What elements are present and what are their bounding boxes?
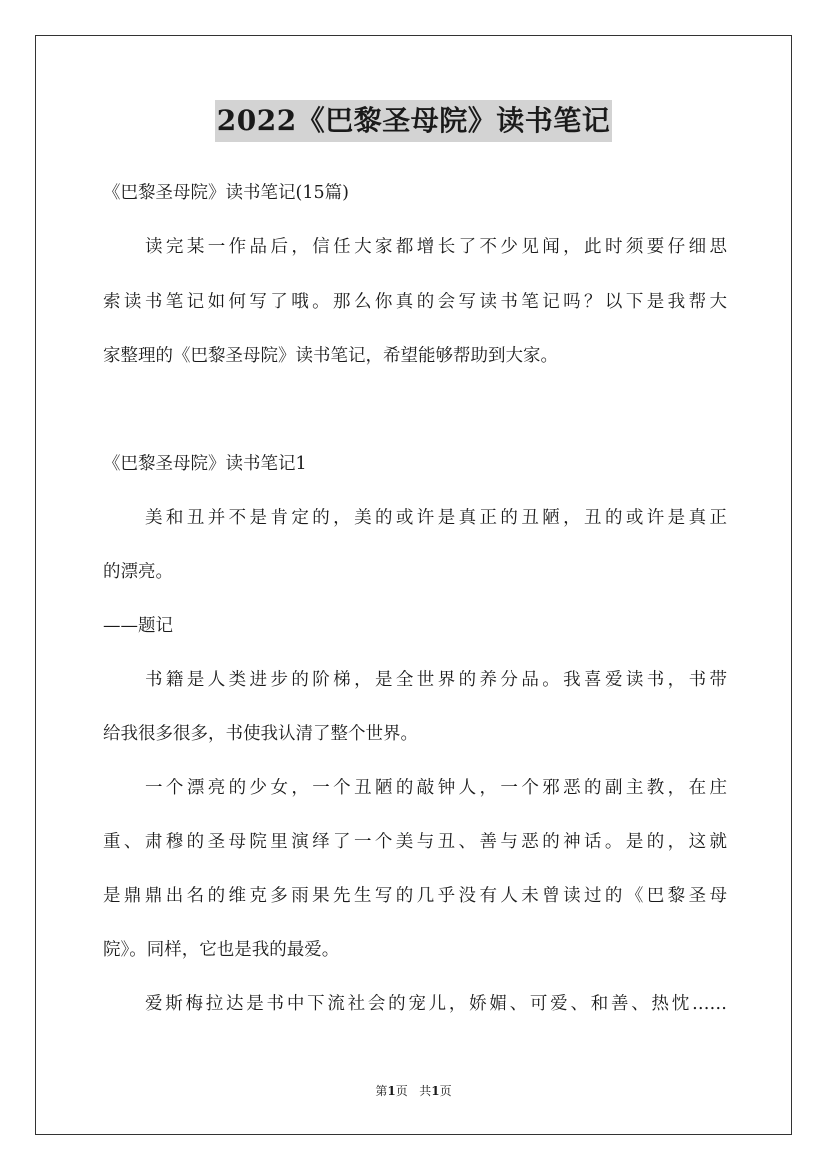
paragraph2-line-2: 重、肃穆的圣母院里演绎了一个美与丑、善与恶的神话。是的，这就	[103, 832, 727, 852]
footer-page-label: 页	[395, 1084, 408, 1098]
page-footer	[0, 1083, 827, 1099]
document-subtitle: 《巴黎圣母院》读书笔记(15篇)	[103, 183, 349, 203]
epigraph-source: ——题记	[103, 616, 173, 636]
footer-total-pages: 1	[431, 1084, 440, 1098]
footer-total-label: 页	[439, 1084, 452, 1098]
footer-total-prefix: 共	[419, 1084, 432, 1098]
intro-line-3: 家整理的《巴黎圣母院》读书笔记，希望能够帮助到大家。	[103, 346, 558, 366]
intro-line-1: 读完某一作品后，信任大家都增长了不少见闻，此时须要仔细思	[145, 237, 727, 257]
footer-page-number: 1	[387, 1084, 396, 1098]
section-heading: 《巴黎圣母院》读书笔记1	[103, 454, 307, 474]
paragraph2-line-3: 是鼎鼎出名的维克多雨果先生写的几乎没有人未曾读过的《巴黎圣母	[103, 886, 727, 906]
paragraph1-line-2: 给我很多很多，书使我认清了整个世界。	[103, 724, 418, 744]
epigraph-line-2: 的漂亮。	[103, 562, 173, 582]
footer-page-prefix: 第	[375, 1084, 388, 1098]
document-title	[0, 100, 827, 142]
epigraph-line-1: 美和丑并不是肯定的，美的或许是真正的丑陋，丑的或许是真正	[145, 508, 727, 528]
paragraph2-line-1: 一个漂亮的少女，一个丑陋的敲钟人，一个邪恶的副主教，在庄	[145, 778, 727, 798]
document-title-text: 2022《巴黎圣母院》读书笔记	[215, 100, 612, 142]
paragraph1-line-1: 书籍是人类进步的阶梯，是全世界的养分品。我喜爱读书，书带	[145, 670, 727, 690]
intro-line-2: 索读书笔记如何写了哦。那么你真的会写读书笔记吗？以下是我帮大	[103, 292, 727, 312]
paragraph2-line-4: 院》。同样，它也是我的最爱。	[103, 940, 340, 960]
paragraph3-line-1: 爱斯梅拉达是书中下流社会的宠儿，娇媚、可爱、和善、热忱……	[145, 994, 727, 1014]
